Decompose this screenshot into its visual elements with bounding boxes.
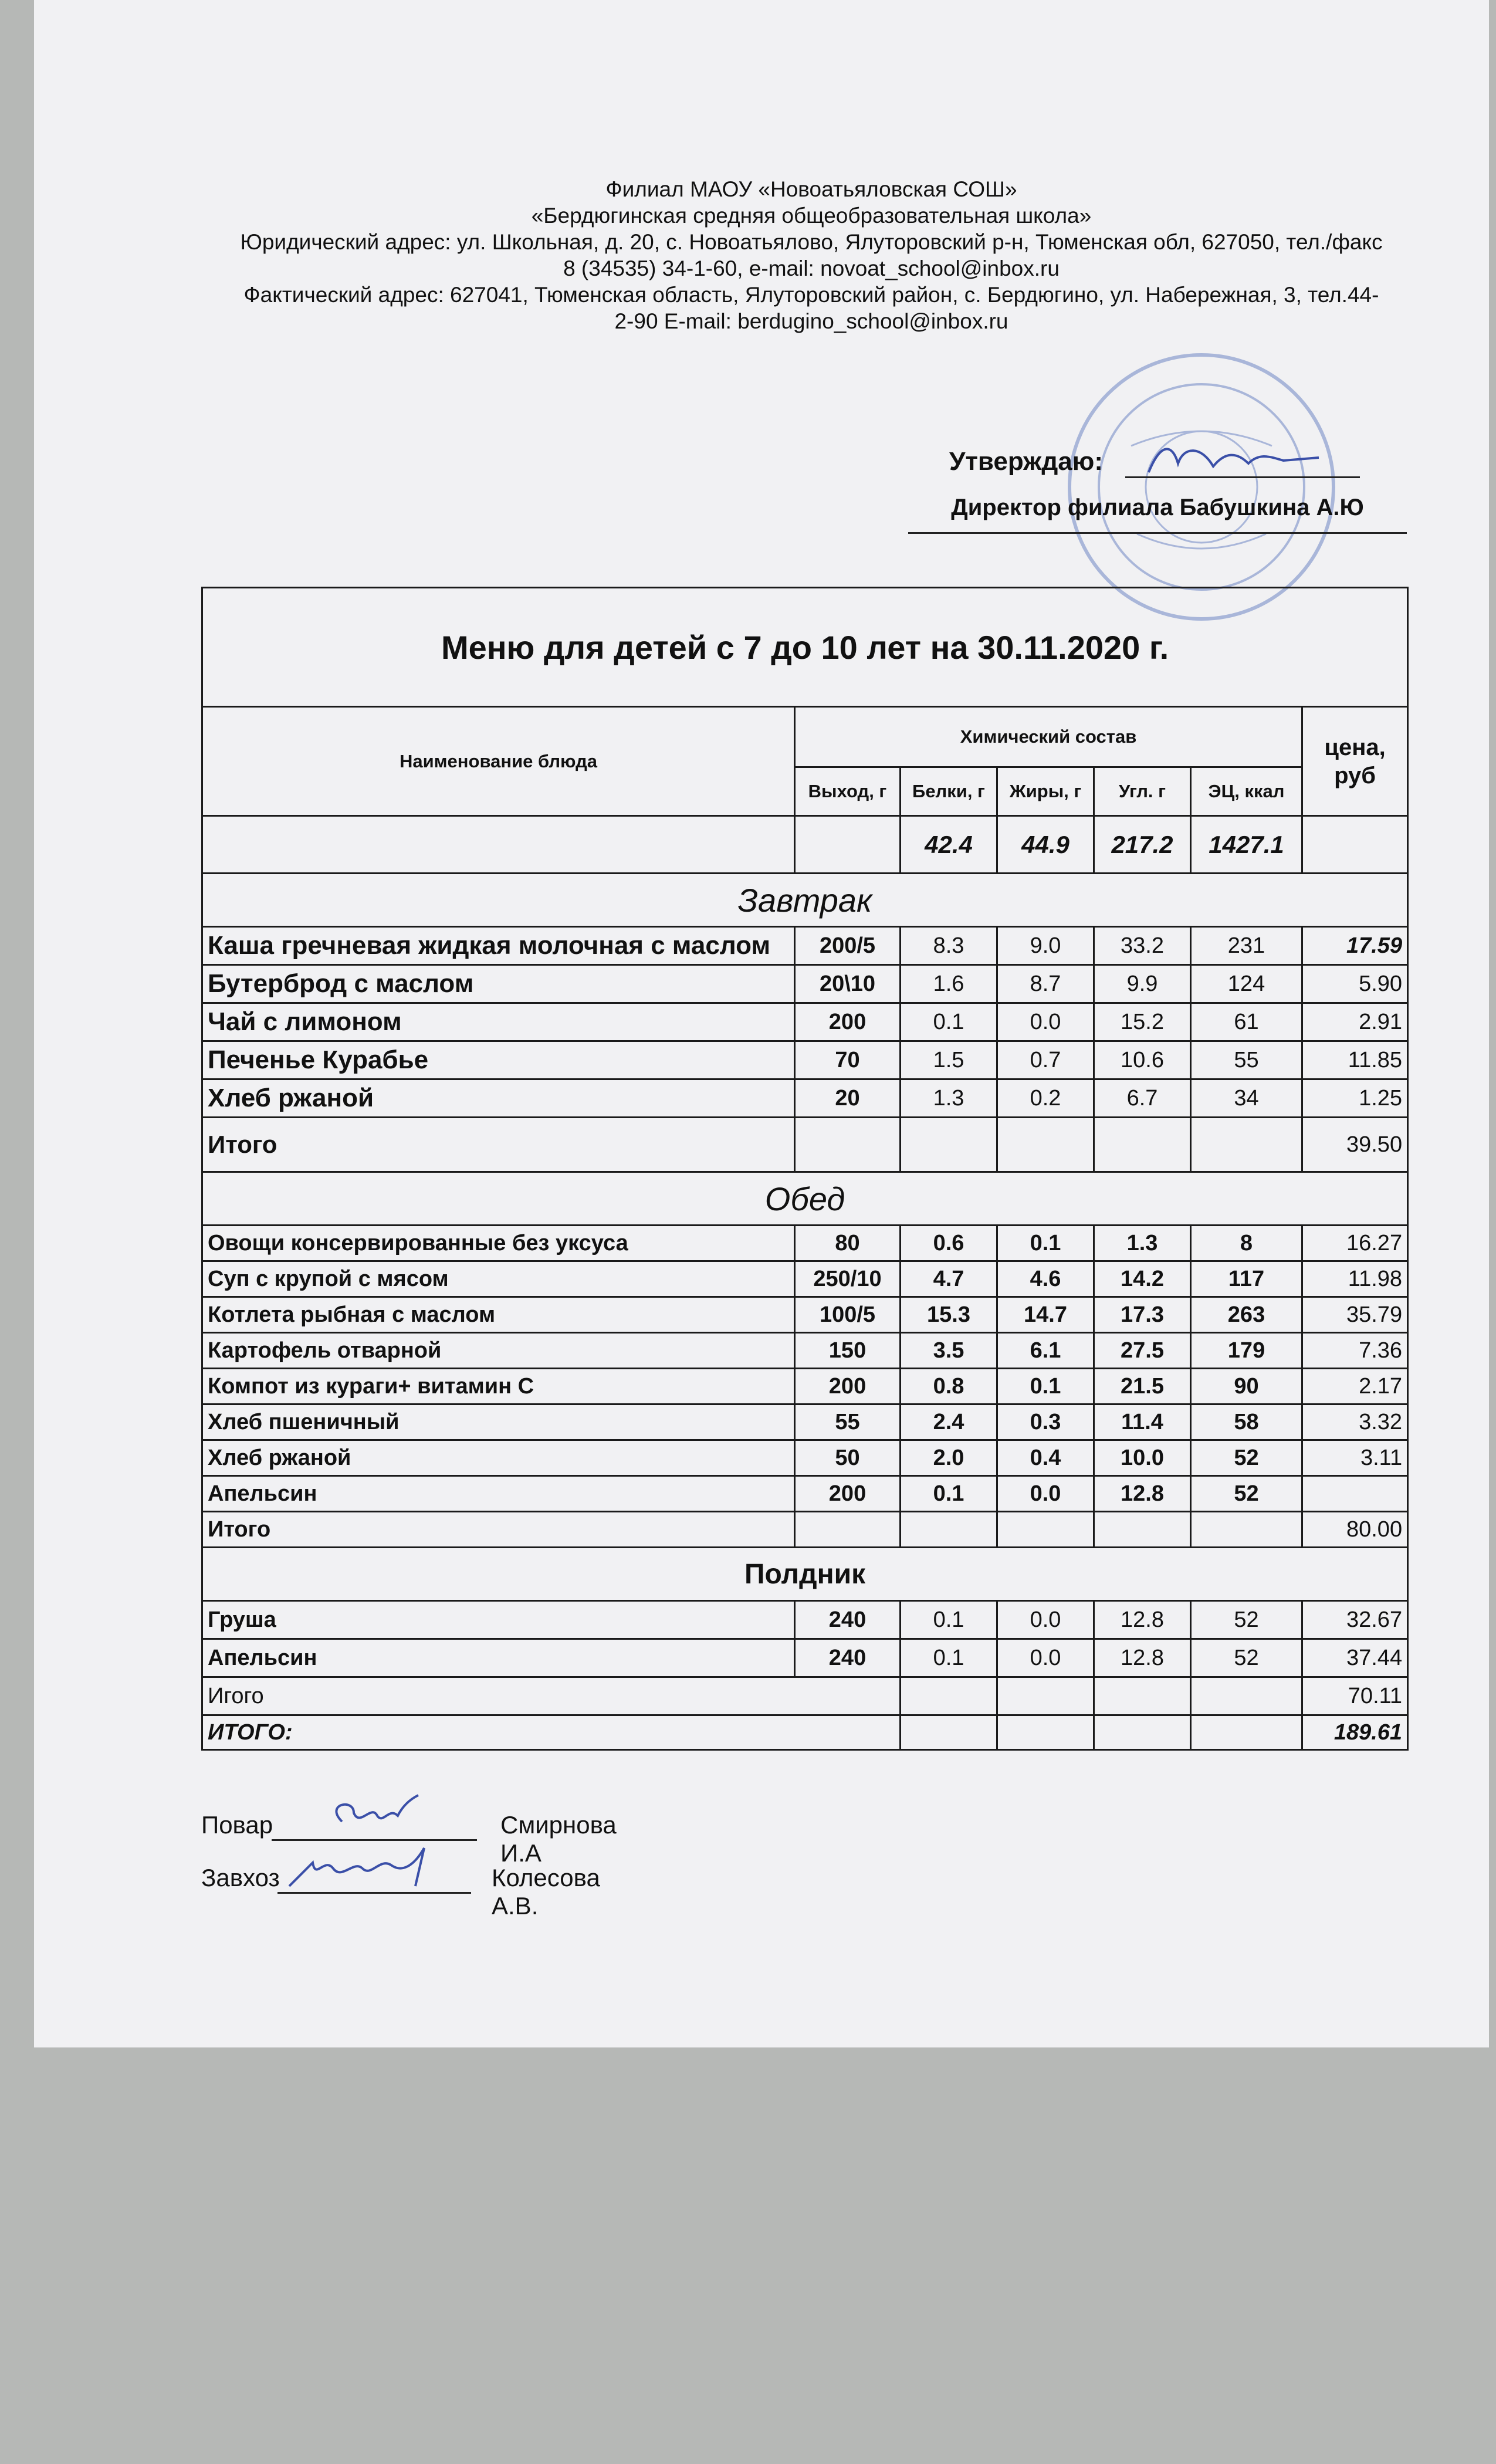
nutrition-totals-row <box>202 816 1408 874</box>
dish-name: Компот из кураги+ витамин С <box>202 1369 795 1404</box>
dish-name: Печенье Курабье <box>202 1041 795 1079</box>
cook-role: Повар <box>201 1811 273 1839</box>
dish-name: Хлеб ржаной <box>202 1440 795 1476</box>
dish-price: 2.17 <box>1302 1369 1408 1404</box>
breakfast-total-price: 39.50 <box>1302 1118 1408 1172</box>
dish-price: 11.98 <box>1302 1261 1408 1297</box>
breakfast-total-row <box>202 1118 1408 1172</box>
dish-fat: 4.6 <box>997 1261 1094 1297</box>
dish-protein: 3.5 <box>901 1333 997 1369</box>
snack-row <box>202 1639 1408 1677</box>
dish-fat: 0.1 <box>997 1369 1094 1404</box>
dish-price: 17.59 <box>1302 927 1408 965</box>
dish-yield: 20 <box>795 1079 901 1118</box>
dish-energy: 179 <box>1191 1333 1302 1369</box>
total-carb: 217.2 <box>1094 816 1191 874</box>
snack-total-row <box>202 1677 1408 1715</box>
dish-name: Суп с крупой с мясом <box>202 1261 795 1297</box>
keeper-name: Колесова А.В. <box>492 1864 600 1920</box>
dish-fat: 0.4 <box>997 1440 1094 1476</box>
dish-yield: 240 <box>795 1601 901 1639</box>
dish-carb: 21.5 <box>1094 1369 1191 1404</box>
director-signature <box>1125 440 1360 478</box>
letterhead-line: Филиал МАОУ «Новоатьяловская СОШ» <box>605 177 1017 201</box>
dish-price: 37.44 <box>1302 1639 1408 1677</box>
section-breakfast: Завтрак <box>202 874 1408 927</box>
dish-price: 7.36 <box>1302 1333 1408 1369</box>
dish-name: Чай с лимоном <box>202 1003 795 1041</box>
dish-fat: 9.0 <box>997 927 1094 965</box>
letterhead-line: Фактический адрес: 627041, Тюменская область, Ялуторовский район, с. Бердюгино, ул. Набережная, 3, тел.44- <box>243 283 1379 307</box>
lunch-total-row <box>202 1512 1408 1548</box>
header-fat: Жиры, г <box>997 767 1094 816</box>
header-dish: Наименование блюда <box>202 707 795 816</box>
dish-carb: 11.4 <box>1094 1404 1191 1440</box>
dish-name: Котлета рыбная с маслом <box>202 1297 795 1333</box>
dish-name: Хлеб пшеничный <box>202 1404 795 1440</box>
keeper-signature <box>277 1863 471 1894</box>
dish-yield: 250/10 <box>795 1261 901 1297</box>
dish-fat: 6.1 <box>997 1333 1094 1369</box>
dish-energy: 34 <box>1191 1079 1302 1118</box>
dish-energy: 58 <box>1191 1404 1302 1440</box>
dish-protein: 1.3 <box>901 1079 997 1118</box>
dish-energy: 263 <box>1191 1297 1302 1333</box>
dish-carb: 27.5 <box>1094 1333 1191 1369</box>
dish-protein: 1.5 <box>901 1041 997 1079</box>
grand-total-price: 189.61 <box>1302 1715 1408 1750</box>
dish-energy: 61 <box>1191 1003 1302 1041</box>
dish-protein: 2.4 <box>901 1404 997 1440</box>
letterhead-line: 8 (34535) 34-1-60, e-mail: novoat_school@inbox.ru <box>563 256 1060 280</box>
director-name: Директор филиала Бабушкина А.Ю <box>908 490 1407 534</box>
keeper-role: Завхоз <box>201 1864 280 1891</box>
dish-yield: 20\10 <box>795 965 901 1003</box>
letterhead <box>198 176 1424 334</box>
dish-fat: 0.7 <box>997 1041 1094 1079</box>
dish-price: 3.32 <box>1302 1404 1408 1440</box>
dish-energy: 55 <box>1191 1041 1302 1079</box>
dish-price: 35.79 <box>1302 1297 1408 1333</box>
document-sheet <box>34 0 1489 2047</box>
dish-name: Бутерброд с маслом <box>202 965 795 1003</box>
menu-title: Меню для детей с 7 до 10 лет на 30.11.2020 г. <box>202 588 1408 707</box>
dish-carb: 1.3 <box>1094 1226 1191 1261</box>
dish-energy: 124 <box>1191 965 1302 1003</box>
dish-protein: 0.8 <box>901 1369 997 1404</box>
breakfast-total-label: Итого <box>202 1118 795 1172</box>
total-energy: 1427.1 <box>1191 816 1302 874</box>
dish-fat: 0.0 <box>997 1003 1094 1041</box>
dish-carb: 33.2 <box>1094 927 1191 965</box>
dish-yield: 150 <box>795 1333 901 1369</box>
approval-label: Утверждаю: <box>949 447 1103 476</box>
dish-price: 11.85 <box>1302 1041 1408 1079</box>
header-energy: ЭЦ, ккал <box>1191 767 1302 816</box>
snack-total-price: 70.11 <box>1302 1677 1408 1715</box>
dish-carb: 10.6 <box>1094 1041 1191 1079</box>
dish-protein: 2.0 <box>901 1440 997 1476</box>
dish-protein: 0.1 <box>901 1476 997 1512</box>
dish-name: Апельсин <box>202 1476 795 1512</box>
lunch-row <box>202 1476 1408 1512</box>
dish-fat: 0.0 <box>997 1639 1094 1677</box>
section-lunch: Обед <box>202 1172 1408 1226</box>
lunch-row <box>202 1297 1408 1333</box>
dish-energy: 231 <box>1191 927 1302 965</box>
dish-protein: 15.3 <box>901 1297 997 1333</box>
dish-price: 5.90 <box>1302 965 1408 1003</box>
letterhead-line: 2-90 E-mail: berdugino_school@inbox.ru <box>614 309 1008 333</box>
dish-protein: 8.3 <box>901 927 997 965</box>
dish-yield: 240 <box>795 1639 901 1677</box>
dish-protein: 4.7 <box>901 1261 997 1297</box>
dish-price: 2.91 <box>1302 1003 1408 1041</box>
header-price: цена, руб <box>1302 707 1408 816</box>
dish-carb: 9.9 <box>1094 965 1191 1003</box>
dish-yield: 200 <box>795 1476 901 1512</box>
dish-fat: 0.1 <box>997 1226 1094 1261</box>
dish-protein: 0.1 <box>901 1639 997 1677</box>
dish-price: 1.25 <box>1302 1079 1408 1118</box>
letterhead-line: Юридический адрес: ул. Школьная, д. 20, с. Новоатьялово, Ялуторовский р-н, Тюменская обл, 627050, тел./факс <box>240 230 1383 254</box>
breakfast-row <box>202 1041 1408 1079</box>
dish-yield: 70 <box>795 1041 901 1079</box>
lunch-total-price: 80.00 <box>1302 1512 1408 1548</box>
approval-line <box>949 440 1360 481</box>
dish-energy: 8 <box>1191 1226 1302 1261</box>
dish-carb: 15.2 <box>1094 1003 1191 1041</box>
dish-yield: 200/5 <box>795 927 901 965</box>
dish-energy: 52 <box>1191 1601 1302 1639</box>
dish-fat: 0.3 <box>997 1404 1094 1440</box>
dish-yield: 100/5 <box>795 1297 901 1333</box>
dish-energy: 52 <box>1191 1476 1302 1512</box>
menu-table <box>201 587 1407 1751</box>
dish-carb: 12.8 <box>1094 1639 1191 1677</box>
lunch-row <box>202 1369 1408 1404</box>
snack-total-label: Игого <box>202 1677 901 1715</box>
dish-energy: 90 <box>1191 1369 1302 1404</box>
dish-fat: 14.7 <box>997 1297 1094 1333</box>
dish-carb: 10.0 <box>1094 1440 1191 1476</box>
header-protein: Белки, г <box>901 767 997 816</box>
dish-yield: 50 <box>795 1440 901 1476</box>
dish-energy: 52 <box>1191 1440 1302 1476</box>
dish-energy: 52 <box>1191 1639 1302 1677</box>
dish-yield: 200 <box>795 1003 901 1041</box>
header-yield: Выход, г <box>795 767 901 816</box>
dish-yield: 80 <box>795 1226 901 1261</box>
dish-name: Каша гречневая жидкая молочная с маслом <box>202 927 795 965</box>
total-protein: 42.4 <box>901 816 997 874</box>
dish-carb: 14.2 <box>1094 1261 1191 1297</box>
breakfast-row <box>202 1003 1408 1041</box>
dish-carb: 17.3 <box>1094 1297 1191 1333</box>
lunch-row <box>202 1261 1408 1297</box>
dish-name: Овощи консервированные без уксуса <box>202 1226 795 1261</box>
grand-total-row <box>202 1715 1408 1750</box>
lunch-total-label: Итого <box>202 1512 795 1548</box>
dish-price: 3.11 <box>1302 1440 1408 1476</box>
letterhead-line: «Бердюгинская средняя общеобразовательная школа» <box>531 204 1092 228</box>
dish-fat: 0.0 <box>997 1476 1094 1512</box>
dish-name: Картофель отварной <box>202 1333 795 1369</box>
dish-name: Груша <box>202 1601 795 1639</box>
breakfast-row <box>202 1079 1408 1118</box>
breakfast-row <box>202 965 1408 1003</box>
dish-protein: 0.1 <box>901 1601 997 1639</box>
dish-fat: 8.7 <box>997 965 1094 1003</box>
dish-protein: 0.1 <box>901 1003 997 1041</box>
dish-carb: 6.7 <box>1094 1079 1191 1118</box>
cook-name: Смирнова И.А <box>500 1811 617 1867</box>
lunch-row <box>202 1440 1408 1476</box>
header-carb: Угл. г <box>1094 767 1191 816</box>
header-chem: Химический состав <box>795 707 1302 767</box>
dish-name: Хлеб ржаной <box>202 1079 795 1118</box>
dish-yield: 55 <box>795 1404 901 1440</box>
cook-signature <box>272 1810 477 1841</box>
dish-name: Апельсин <box>202 1639 795 1677</box>
lunch-row <box>202 1333 1408 1369</box>
grand-total-label: ИТОГО: <box>202 1715 901 1750</box>
dish-price: 16.27 <box>1302 1226 1408 1261</box>
snack-row <box>202 1601 1408 1639</box>
lunch-row <box>202 1226 1408 1261</box>
dish-protein: 1.6 <box>901 965 997 1003</box>
total-fat: 44.9 <box>997 816 1094 874</box>
dish-energy: 117 <box>1191 1261 1302 1297</box>
dish-carb: 12.8 <box>1094 1476 1191 1512</box>
breakfast-row <box>202 927 1408 965</box>
lunch-row <box>202 1404 1408 1440</box>
school-stamp <box>1061 346 1342 628</box>
dish-fat: 0.2 <box>997 1079 1094 1118</box>
section-snack: Полдник <box>202 1548 1408 1601</box>
dish-yield: 200 <box>795 1369 901 1404</box>
dish-protein: 0.6 <box>901 1226 997 1261</box>
dish-price <box>1302 1476 1408 1512</box>
dish-price: 32.67 <box>1302 1601 1408 1639</box>
dish-carb: 12.8 <box>1094 1601 1191 1639</box>
dish-fat: 0.0 <box>997 1601 1094 1639</box>
